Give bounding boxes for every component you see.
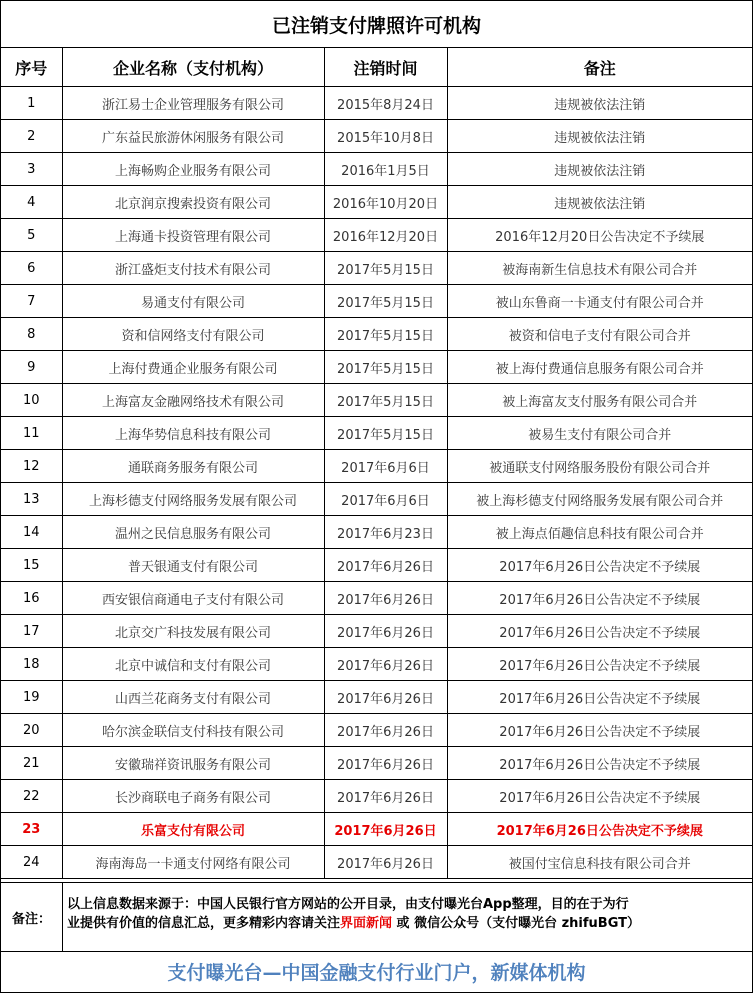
remark: 2016年12月20日公告决定不予续展 bbox=[447, 219, 752, 252]
cancel-date: 2017年6月26日 bbox=[324, 582, 447, 615]
company-name: 上海华势信息科技有限公司 bbox=[62, 417, 324, 450]
row-number: 16 bbox=[1, 582, 62, 615]
remark: 违规被依法注销 bbox=[447, 186, 752, 219]
row-number: 18 bbox=[1, 648, 62, 681]
cancel-date: 2016年10月20日 bbox=[324, 186, 447, 219]
table-row bbox=[1, 648, 752, 681]
row-number: 1 bbox=[1, 87, 62, 120]
remark: 被资和信电子支付有限公司合并 bbox=[447, 318, 752, 351]
remark: 2017年6月26日公告决定不予续展 bbox=[447, 714, 752, 747]
cancel-date: 2017年6月26日 bbox=[324, 681, 447, 714]
note-line-2-end: 或 微信公众号（支付曝光台 zhifuBGT） bbox=[392, 916, 641, 931]
remark: 被通联支付网络服务股份有限公司合并 bbox=[447, 450, 752, 483]
company-name: 浙江易士企业管理服务有限公司 bbox=[62, 87, 324, 120]
remark: 2017年6月26日公告决定不予续展 bbox=[447, 681, 752, 714]
cancel-date: 2017年6月6日 bbox=[324, 450, 447, 483]
company-name: 哈尔滨金联信支付科技有限公司 bbox=[62, 714, 324, 747]
row-number: 14 bbox=[1, 516, 62, 549]
license-table bbox=[1, 48, 752, 879]
remark: 被海南新生信息技术有限公司合并 bbox=[447, 252, 752, 285]
cancel-date: 2015年10月8日 bbox=[324, 120, 447, 153]
table-row bbox=[1, 87, 752, 120]
table-row bbox=[1, 153, 752, 186]
cancel-date: 2016年1月5日 bbox=[324, 153, 447, 186]
row-number: 15 bbox=[1, 549, 62, 582]
row-number: 13 bbox=[1, 483, 62, 516]
row-number: 20 bbox=[1, 714, 62, 747]
table-row bbox=[1, 186, 752, 219]
company-name: 浙江盛炬支付技术有限公司 bbox=[62, 252, 324, 285]
cancel-date: 2017年6月26日 bbox=[324, 813, 447, 846]
cancel-date: 2017年5月15日 bbox=[324, 285, 447, 318]
row-number: 10 bbox=[1, 384, 62, 417]
header-remark: 备注 bbox=[447, 48, 752, 87]
company-name: 易通支付有限公司 bbox=[62, 285, 324, 318]
table-row bbox=[1, 417, 752, 450]
table-row bbox=[1, 549, 752, 582]
remark: 被上海点佰趣信息科技有限公司合并 bbox=[447, 516, 752, 549]
table-row bbox=[1, 285, 752, 318]
cancel-date: 2017年5月15日 bbox=[324, 384, 447, 417]
remark: 2017年6月26日公告决定不予续展 bbox=[447, 813, 752, 846]
remark: 2017年6月26日公告决定不予续展 bbox=[447, 780, 752, 813]
cancel-date: 2017年6月26日 bbox=[324, 747, 447, 780]
company-name: 西安银信商通电子支付有限公司 bbox=[62, 582, 324, 615]
row-number: 4 bbox=[1, 186, 62, 219]
row-number: 8 bbox=[1, 318, 62, 351]
remark: 2017年6月26日公告决定不予续展 bbox=[447, 549, 752, 582]
row-number: 22 bbox=[1, 780, 62, 813]
company-name: 上海杉德支付网络服务发展有限公司 bbox=[62, 483, 324, 516]
cancel-date: 2017年6月26日 bbox=[324, 780, 447, 813]
remark: 被上海富友支付服务有限公司合并 bbox=[447, 384, 752, 417]
cancel-date: 2016年12月20日 bbox=[324, 219, 447, 252]
row-number: 24 bbox=[1, 846, 62, 879]
cancel-date: 2017年6月26日 bbox=[324, 846, 447, 879]
cancel-date: 2017年5月15日 bbox=[324, 417, 447, 450]
cancel-date: 2017年5月15日 bbox=[324, 318, 447, 351]
company-name: 普天银通支付有限公司 bbox=[62, 549, 324, 582]
row-number: 17 bbox=[1, 615, 62, 648]
note-link-jiemian[interactable]: 界面新闻 bbox=[340, 916, 393, 931]
remark: 被上海杉德支付网络服务发展有限公司合并 bbox=[447, 483, 752, 516]
remark: 被山东鲁商一卡通支付有限公司合并 bbox=[447, 285, 752, 318]
note-row bbox=[1, 882, 752, 952]
table-row bbox=[1, 582, 752, 615]
cancel-date: 2017年5月15日 bbox=[324, 351, 447, 384]
table-row bbox=[1, 351, 752, 384]
remark: 被国付宝信息科技有限公司合并 bbox=[447, 846, 752, 879]
table-row bbox=[1, 252, 752, 285]
remark: 2017年6月26日公告决定不予续展 bbox=[447, 615, 752, 648]
company-name: 北京交广科技发展有限公司 bbox=[62, 615, 324, 648]
cancel-date: 2015年8月24日 bbox=[324, 87, 447, 120]
table-row bbox=[1, 714, 752, 747]
cancel-date: 2017年6月6日 bbox=[324, 483, 447, 516]
table-row bbox=[1, 318, 752, 351]
row-number: 12 bbox=[1, 450, 62, 483]
footer-banner: 支付曝光台—中国金融支付行业门户，新媒体机构 bbox=[167, 962, 586, 984]
cancel-date: 2017年6月23日 bbox=[324, 516, 447, 549]
table-row bbox=[1, 219, 752, 252]
header-no: 序号 bbox=[1, 48, 62, 87]
remark: 2017年6月26日公告决定不予续展 bbox=[447, 747, 752, 780]
row-number: 11 bbox=[1, 417, 62, 450]
company-name: 资和信网络支付有限公司 bbox=[62, 318, 324, 351]
table-row bbox=[1, 681, 752, 714]
cancel-date: 2017年6月26日 bbox=[324, 648, 447, 681]
remark: 违规被依法注销 bbox=[447, 120, 752, 153]
company-name: 上海富友金融网络技术有限公司 bbox=[62, 384, 324, 417]
company-name: 安徽瑞祥资讯服务有限公司 bbox=[62, 747, 324, 780]
row-number: 6 bbox=[1, 252, 62, 285]
table-row bbox=[1, 483, 752, 516]
remark: 被上海付费通信息服务有限公司合并 bbox=[447, 351, 752, 384]
company-name: 上海畅购企业服务有限公司 bbox=[62, 153, 324, 186]
cancel-date: 2017年6月26日 bbox=[324, 714, 447, 747]
table-row bbox=[1, 384, 752, 417]
table-row bbox=[1, 450, 752, 483]
remark: 被易生支付有限公司合并 bbox=[447, 417, 752, 450]
remark: 违规被依法注销 bbox=[447, 153, 752, 186]
cancel-date: 2017年6月26日 bbox=[324, 549, 447, 582]
remark: 2017年6月26日公告决定不予续展 bbox=[447, 648, 752, 681]
sheet-title: 已注销支付牌照许可机构 bbox=[1, 1, 752, 48]
company-name: 北京润京搜索投资有限公司 bbox=[62, 186, 324, 219]
company-name: 海南海岛一卡通支付网络有限公司 bbox=[62, 846, 324, 879]
table-row bbox=[1, 120, 752, 153]
company-name: 山西兰花商务支付有限公司 bbox=[62, 681, 324, 714]
row-number: 23 bbox=[1, 813, 62, 846]
company-name: 乐富支付有限公司 bbox=[62, 813, 324, 846]
header-date: 注销时间 bbox=[324, 48, 447, 87]
company-name: 长沙商联电子商务有限公司 bbox=[62, 780, 324, 813]
table-row bbox=[1, 615, 752, 648]
table-row bbox=[1, 516, 752, 549]
row-number: 3 bbox=[1, 153, 62, 186]
row-number: 9 bbox=[1, 351, 62, 384]
remark: 2017年6月26日公告决定不予续展 bbox=[447, 582, 752, 615]
header-company: 企业名称（支付机构） bbox=[62, 48, 324, 87]
company-name: 上海通卡投资管理有限公司 bbox=[62, 219, 324, 252]
table-row bbox=[1, 813, 752, 846]
company-name: 通联商务服务有限公司 bbox=[62, 450, 324, 483]
row-number: 21 bbox=[1, 747, 62, 780]
table-row bbox=[1, 747, 752, 780]
row-number: 19 bbox=[1, 681, 62, 714]
note-line-2-start: 业提供有价值的信息汇总，更多精彩内容请关注 bbox=[67, 916, 341, 931]
header-row bbox=[1, 48, 752, 87]
company-name: 广东益民旅游休闲服务有限公司 bbox=[62, 120, 324, 153]
cancel-date: 2017年5月15日 bbox=[324, 252, 447, 285]
cancel-date: 2017年6月26日 bbox=[324, 615, 447, 648]
row-number: 5 bbox=[1, 219, 62, 252]
note-text bbox=[63, 883, 752, 951]
remark: 违规被依法注销 bbox=[447, 87, 752, 120]
table-row bbox=[1, 846, 752, 879]
table-row bbox=[1, 780, 752, 813]
company-name: 温州之民信息服务有限公司 bbox=[62, 516, 324, 549]
row-number: 7 bbox=[1, 285, 62, 318]
row-number: 2 bbox=[1, 120, 62, 153]
note-line-2 bbox=[67, 914, 748, 933]
note-label: 备注： bbox=[1, 883, 63, 951]
company-name: 上海付费通企业服务有限公司 bbox=[62, 351, 324, 384]
note-line-1: 以上信息数据来源于：中国人民银行官方网站的公开目录，由支付曝光台App整理，目的在于为行 bbox=[67, 897, 629, 912]
company-name: 北京中诚信和支付有限公司 bbox=[62, 648, 324, 681]
